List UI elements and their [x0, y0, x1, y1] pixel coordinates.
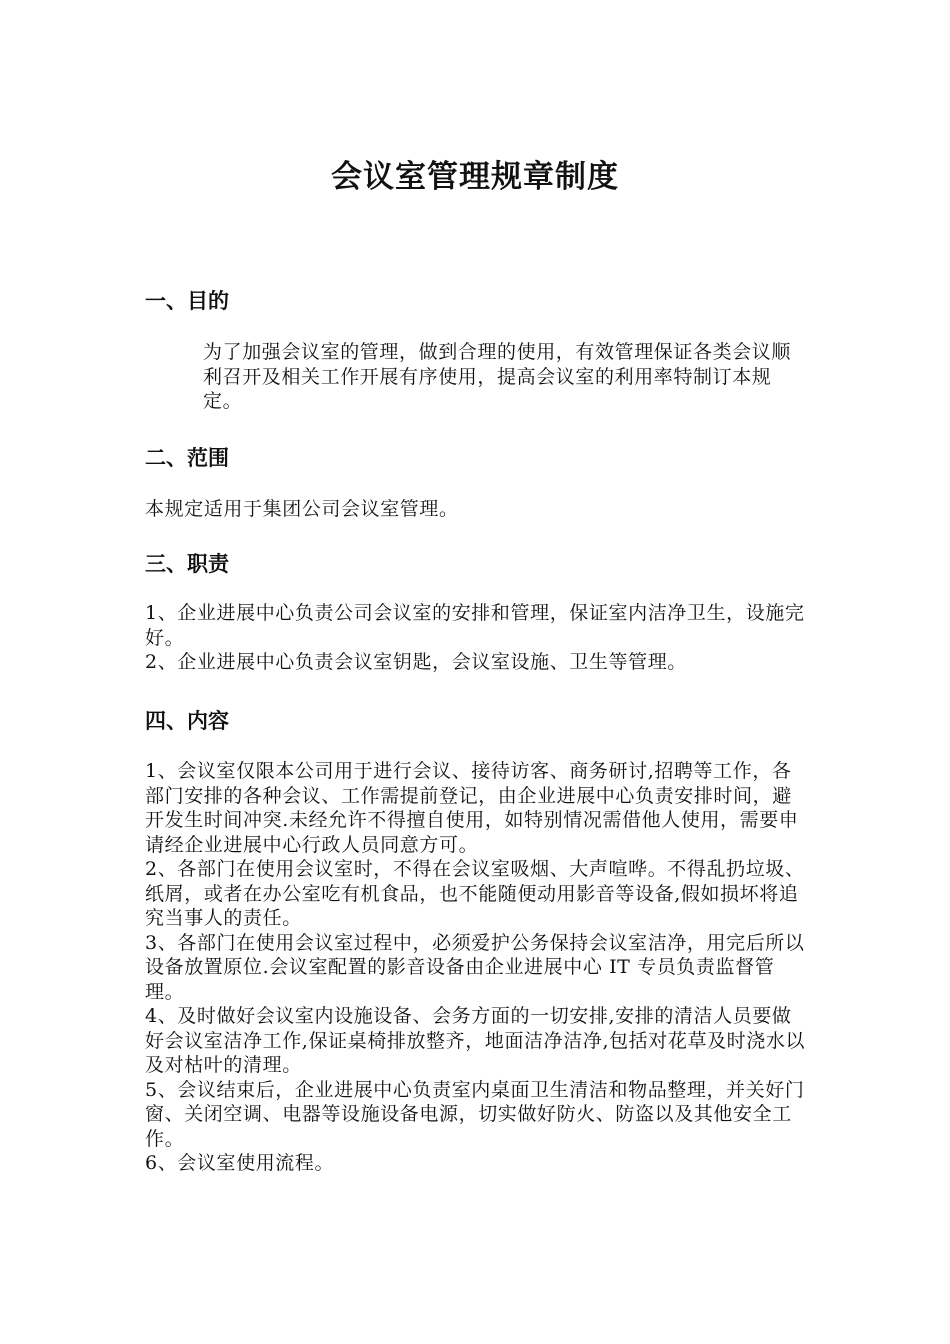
- paragraph: 1、企业进展中心负责公司会议室的安排和管理，保证室内洁净卫生，设施完好。: [145, 602, 805, 649]
- paragraph: 2、企业进展中心负责会议室钥匙，会议室设施、卫生等管理。: [145, 651, 687, 673]
- paragraph: 本规定适用于集团公司会议室管理。: [145, 498, 459, 520]
- section-body-responsibilities: [145, 601, 833, 675]
- section-heading-responsibilities: 三、职责: [145, 551, 229, 576]
- section-heading-content: 四、内容: [145, 708, 229, 733]
- section-body-purpose: [203, 340, 809, 414]
- section-heading-purpose: 一、目的: [145, 288, 229, 313]
- paragraph: 6、会议室使用流程。: [145, 1152, 335, 1174]
- section-heading-scope: 二、范围: [145, 445, 229, 470]
- paragraph: 2、各部门在使用会议室时，不得在会议室吸烟、大声喧哗。不得乱扔垃圾、纸屑，或者在办公室吃有机食品，也不能随便动用影音等设备,假如损坏将追究当事人的责任。: [145, 858, 805, 929]
- paragraph: 5、会议结束后，企业进展中心负责室内桌面卫生清洁和物品整理，并关好门窗、关闭空调、电器等设施设备电源，切实做好防火、防盗以及其他安全工作。: [145, 1078, 805, 1150]
- paragraph: 3、各部门在使用会议室过程中，必须爱护公务保持会议室洁净，用完后所以设备放置原位.会议室配置的影音设备由企业进展中心 IT 专员负责监督管理。: [145, 931, 805, 1003]
- paragraph: 为了加强会议室的管理，做到合理的使用，有效管理保证各类会议顺利召开及相关工作开展有序使用，提高会议室的利用率特制订本规定。: [203, 341, 792, 412]
- paragraph: 4、及时做好会议室内设施设备、会务方面的一切安排,安排的清洁人员要做好会议室洁净工作,保证桌椅排放整齐，地面洁净洁净,包括对花草及时浇水以及对枯叶的清理。: [145, 1005, 806, 1076]
- section-body-content: [145, 759, 811, 1176]
- section-body-scope: [145, 497, 825, 522]
- document-title: 会议室管理规章制度: [331, 159, 619, 195]
- paragraph: 1、会议室仅限本公司用于进行会议、接待访客、商务研讨,招聘等工作，各部门安排的各种会议、工作需提前登记，由企业进展中心负责安排时间，避开发生时间冲突.未经允许不得擅自使用，如特别情况需借他人使用，需要申请经企业进展中心行政人员同意方可。: [145, 760, 799, 856]
